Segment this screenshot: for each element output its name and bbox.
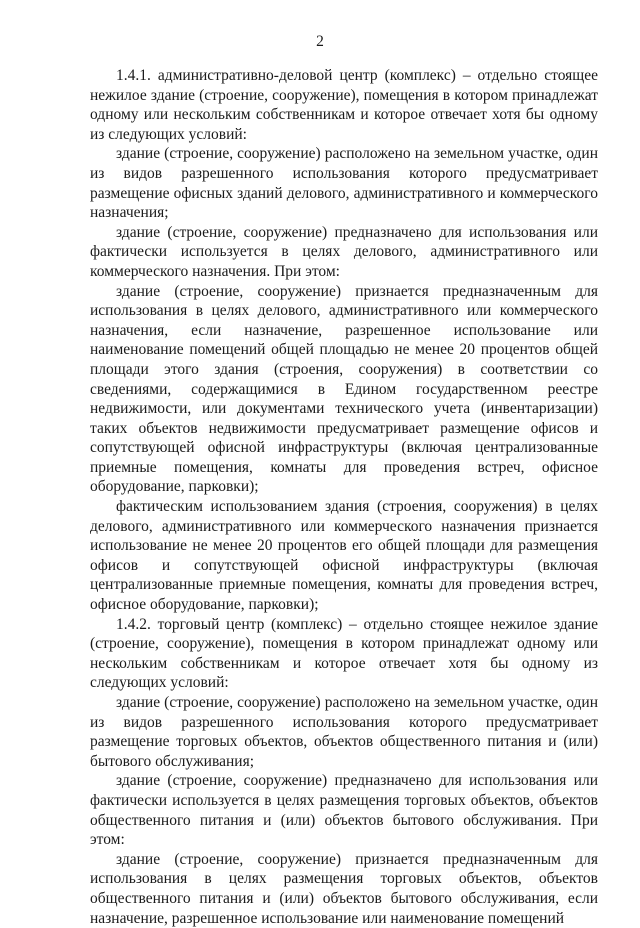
paragraph-trade-purpose-condition: здание (строение, сооружение) предназначено для использования или фактически используется в целях размещения торговых объектов, объектов общественного питания и (или) объектов бытового обслуживания. При этом: — [90, 772, 598, 849]
paragraph-actual-use-definition: фактическим использованием здания (строения, сооружения) в целях делового, административного или коммерческого назначения признается использование не менее 20 процентов его общей площади для размещения офисов и сопутствующей офисной инфраструктуры (включая централизованные приемные помещения, комнаты для проведения встреч, офисное оборудование, парковки); — [90, 498, 598, 614]
paragraph-land-plot-condition: здание (строение, сооружение) расположено на земельном участке, один из видов разрешенного использования которого предусматривает размещение офисных зданий делового, административного и коммерческого назначения; — [90, 145, 598, 222]
paragraph-trade-intended-use-definition: здание (строение, сооружение) признается предназначенным для использования в целях размещения торговых объектов, объектов общественного питания и (или) объектов бытового обслуживания, если назначение, разрешенное использование или наименование помещений — [90, 850, 598, 927]
document-body — [90, 66, 598, 928]
paragraph-1-4-2: 1.4.2. торговый центр (комплекс) – отдельно стоящее нежилое здание (строение, сооружение), помещения в котором принадлежат одному или нескольким собственникам и которое отвечает хотя бы одному из следующих условий: — [90, 615, 598, 692]
paragraph-trade-land-plot-condition: здание (строение, сооружение) расположено на земельном участке, один из видов разрешенного использования которого предусматривает размещение торговых объектов, объектов общественного питания и (или) бытового обслуживания; — [90, 694, 598, 770]
paragraph-1-4-1: 1.4.1. административно-деловой центр (комплекс) – отдельно стоящее нежилое здание (строение, сооружение), помещения в котором принадлежат одному или нескольким собственникам и которое отвечает хотя бы одному из следующих условий: — [90, 67, 598, 143]
page-number: 2 — [316, 33, 324, 50]
paragraph-purpose-condition: здание (строение, сооружение) предназначено для использования или фактически используется в целях делового, административного или коммерческого назначения. При этом: — [90, 223, 598, 280]
paragraph-intended-use-definition: здание (строение, сооружение) признается предназначенным для использования в целях делового, административного или коммерческого назначения, если назначение, разрешенное использование или наименование помещений общей площадью не менее 20 процентов общей площади этого здания (строения, сооружения) в соответствии со сведениями, содержащимися в Едином государственном реестре недвижимости, или документами технического учета (инвентаризации) таких объектов недвижимости предусматривает размещение офисов и сопутствующей офисной инфраструктуры (включая централизованные приемные помещения, комнаты для проведения встреч, офисное оборудование, парковки); — [90, 282, 598, 496]
